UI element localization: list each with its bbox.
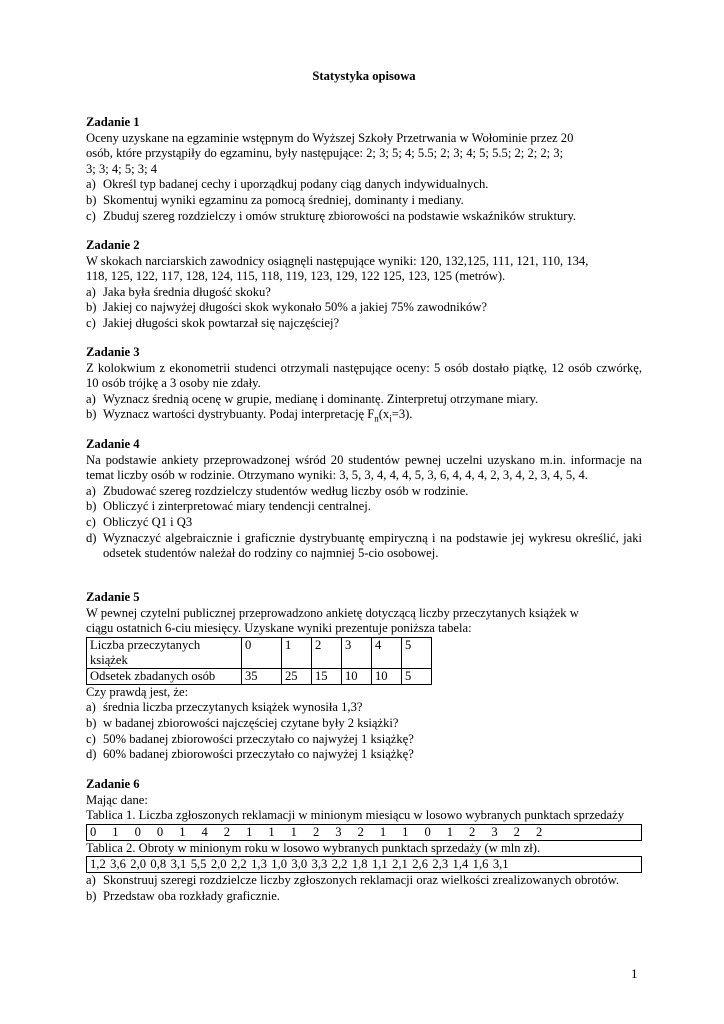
table-cell: 2 <box>535 824 543 839</box>
complaints-row <box>86 824 642 841</box>
table-cell: 3,1 <box>170 857 187 872</box>
task-3-item-a: a) Wyznacz średnią ocenę w grupie, medianę i dominantę. Zinterpretuj otrzymane miary. <box>86 391 539 406</box>
task-3-heading: Zadanie 3 <box>86 345 140 359</box>
table-cell: 1,0 <box>271 857 288 872</box>
table-cell: 3 <box>335 824 342 839</box>
table-cell: 4 <box>372 637 402 668</box>
table-cell: 3,0 <box>291 857 308 872</box>
table-cell: 0 <box>156 824 164 839</box>
task-4-item-b: b) Obliczyć i zinterpretować miary tendencji centralnej. <box>86 499 371 514</box>
task-2-heading: Zadanie 2 <box>86 238 140 252</box>
task-2-intro-line: 118, 125, 122, 117, 128, 124, 115, 118, 119, 123, 129, 122 125, 123, 125 (metrów). <box>86 269 506 284</box>
table-cell: 3,3 <box>311 857 328 872</box>
table-cell: 1,1 <box>371 857 388 872</box>
table-cell: 2 <box>223 824 231 839</box>
table-cell: 2,1 <box>392 857 408 872</box>
table-1-caption: Tablica 1. Liczba zgłoszonych reklamacji w minionym miesiącu w losowo wybranych punktach sprzedaży <box>86 808 625 823</box>
task-2-item-b: b) Jakiej co najwyżej długości skok wykonało 50% a jakiej 75% zawodników? <box>86 300 488 315</box>
table-cell: 2 <box>312 824 320 839</box>
books-table <box>86 637 432 685</box>
task-5-intro-line: ciągu ostatnich 6-ciu miesięcy. Uzyskane wyniki prezentuje poniższa tabela: <box>86 621 472 636</box>
table-cell: 3 <box>342 637 372 668</box>
document-title: Statystyka opisowa <box>312 69 416 83</box>
table-cell: 1 <box>179 824 186 839</box>
task-6-item-a: a) Skonstruuj szeregi rozdzielcze liczby zgłoszonych reklamacji oraz wielkości zrealizowanych obrotów. <box>86 873 620 888</box>
task-1-item-c: c) Zbuduj szereg rozdzielczy i omów strukturę zbiorowości na podstawie wskaźników struktury. <box>86 208 577 223</box>
table-cell: 0,8 <box>150 857 167 872</box>
task-1 <box>86 115 642 224</box>
table-row <box>87 637 432 668</box>
task-6-given: Mając dane: <box>86 792 148 807</box>
table-cell: 4 <box>201 824 208 839</box>
table-cell: 35 <box>242 668 282 684</box>
table-cell: 10 <box>372 668 402 684</box>
task-1-intro-line: Oceny uzyskane na egzaminie wstępnym do Wyższej Szkoły Przetrwania w Wołominie przez 20 <box>86 130 574 145</box>
table-cell: 2,2 <box>230 857 247 872</box>
table-cell: 2,2 <box>331 857 348 872</box>
table-cell: 2 <box>312 637 342 668</box>
task-1-item-b: b) Skomentuj wyniki egzaminu za pomocą średniej, dominanty i mediany. <box>86 192 464 207</box>
task-5-question: Czy prawdą jest, że: <box>86 684 189 699</box>
table-cell: 25 <box>282 668 312 684</box>
table-row <box>87 668 432 684</box>
table-cell: 1,6 <box>472 857 489 872</box>
table-row-header: Liczba przeczytanych książek <box>87 637 242 668</box>
table-cell: 1 <box>268 824 275 839</box>
table-cell: 2,3 <box>432 857 449 872</box>
table-row-header: Odsetek zbadanych osób <box>87 668 242 684</box>
table-cell: 1 <box>246 824 253 839</box>
table-cell: 5 <box>402 668 432 684</box>
task-4-intro: Na podstawie ankiety przeprowadzonej wśród 20 studentów pewnej uczelni uzyskano m.in. informacje na temat liczby osób w rodzinie. Otrzymano wyniki: 3, 5, 3, 4, 4, 4, 5, 3, 6, 4, 4, 4, 2, 3, 4, 2, 3, 4, 5, 4. <box>86 452 642 483</box>
task-2-intro-line: W skokach narciarskich zawodnicy osiągnęli następujące wyniki: 120, 132,125, 111, 121, 110, 134, <box>86 253 589 268</box>
table-cell: 10 <box>342 668 372 684</box>
task-5-heading: Zadanie 5 <box>86 590 140 604</box>
task-3 <box>86 345 642 423</box>
table-cell: 0 <box>242 637 282 668</box>
table-cell: 1 <box>379 824 387 839</box>
task-6-item-b: b) Przedstaw oba rozkłady graficznie. <box>86 888 280 903</box>
table-cell: 2 <box>357 824 364 839</box>
table-cell: 1,8 <box>351 857 368 872</box>
task-6 <box>86 777 642 905</box>
table-cell: 15 <box>312 668 342 684</box>
task-4-heading: Zadanie 4 <box>86 437 140 451</box>
table-cell: 0 <box>134 824 141 839</box>
task-3-item-b: b) Wyznacz wartości dystrybuanty. Podaj interpretację $F_n(x_i=3)$. <box>86 407 413 424</box>
turnover-row <box>86 856 642 873</box>
table-cell: 0 <box>424 824 431 839</box>
task-3-intro: Z kolokwium z ekonometrii studenci otrzymali następujące oceny: 5 osób dostało piątkę, 12 osób czwórkę, 10 osób trójkę a 3 osoby nie zdały. <box>86 360 642 391</box>
table-cell: 3,6 <box>110 857 126 872</box>
task-2-item-c: c) Jakiej długości skok powtarzał się najczęściej? <box>86 315 340 330</box>
table-cell: 1 <box>282 637 312 668</box>
table-cell: 2,0 <box>210 857 227 872</box>
table-cell: 1 <box>402 824 409 839</box>
task-1-intro-line: 3; 3; 4; 5; 3; 4 <box>86 161 158 176</box>
page-number: 1 <box>631 966 638 981</box>
task-5-item-a: a) średnia liczba przeczytanych książek wynosiła 1,3? <box>86 700 363 715</box>
table-cell: 5 <box>402 637 432 668</box>
table-cell: 1,2 <box>90 857 106 872</box>
table-cell: 1 <box>112 824 119 839</box>
table-cell: 3 <box>491 824 498 839</box>
table-cell: 2,0 <box>130 857 147 872</box>
table-cell: 1 <box>446 824 454 839</box>
task-4-item-a: a) Zbudować szereg rozdzielczy studentów według liczby osób w rodzinie. <box>86 483 469 498</box>
task-5 <box>86 590 642 763</box>
task-4-item-c: c) Obliczyć Q1 i Q3 <box>86 514 193 529</box>
table-cell: 2 <box>513 824 520 839</box>
task-5-item-c: c) 50% badanej zbiorowości przeczytało co najwyżej 1 książkę? <box>86 731 414 746</box>
task-5-item-b: b) w badanej zbiorowości najczęściej czytane były 2 książki? <box>86 715 399 730</box>
task-2-item-a: a) Jaka była średnia długość skoku? <box>86 284 271 299</box>
task-1-heading: Zadanie 1 <box>86 115 140 129</box>
table-cell: 5,5 <box>190 857 207 872</box>
table-cell: 1,3 <box>251 857 267 872</box>
table-cell: 1,4 <box>452 857 469 872</box>
task-5-item-d: d) 60% badanej zbiorowości przeczytało co najwyżej 1 książkę? <box>86 747 414 762</box>
task-6-heading: Zadanie 6 <box>86 777 140 791</box>
table-cell: 1 <box>290 824 297 839</box>
table-cell: 0 <box>90 824 97 839</box>
table-cell: 2 <box>469 824 476 839</box>
task-1-item-a: a) Określ typ badanej cechy i uporządkuj podany ciąg danych indywidualnych. <box>86 177 489 192</box>
task-4-item-d: d) Wyznaczyć algebraicznie i graficznie dystrybuantę empiryczną i na podstawie jej wykresu określić, jaki odsetek studentów należał do rodziny co najmniej 5-cio osobowej. <box>86 530 642 561</box>
task-4 <box>86 437 642 562</box>
table-cell: 3,1 <box>492 857 509 872</box>
task-2 <box>86 238 642 332</box>
task-1-intro-line: osób, które przystąpiły do egzaminu, były następujące: 2; 3; 5; 4; 5.5; 2; 3; 4; 5; 5.5; 2; 2; 2; 3; <box>86 146 564 161</box>
table-2-caption: Tablica 2. Obroty w minionym roku w losowo wybranych punktach sprzedaży (w mln zł). <box>86 840 541 855</box>
table-cell: 2,6 <box>412 857 428 872</box>
task-5-intro-line: W pewnej czytelni publicznej przeprowadzono ankietę dotyczącą liczby przeczytanych książek w <box>86 605 579 620</box>
